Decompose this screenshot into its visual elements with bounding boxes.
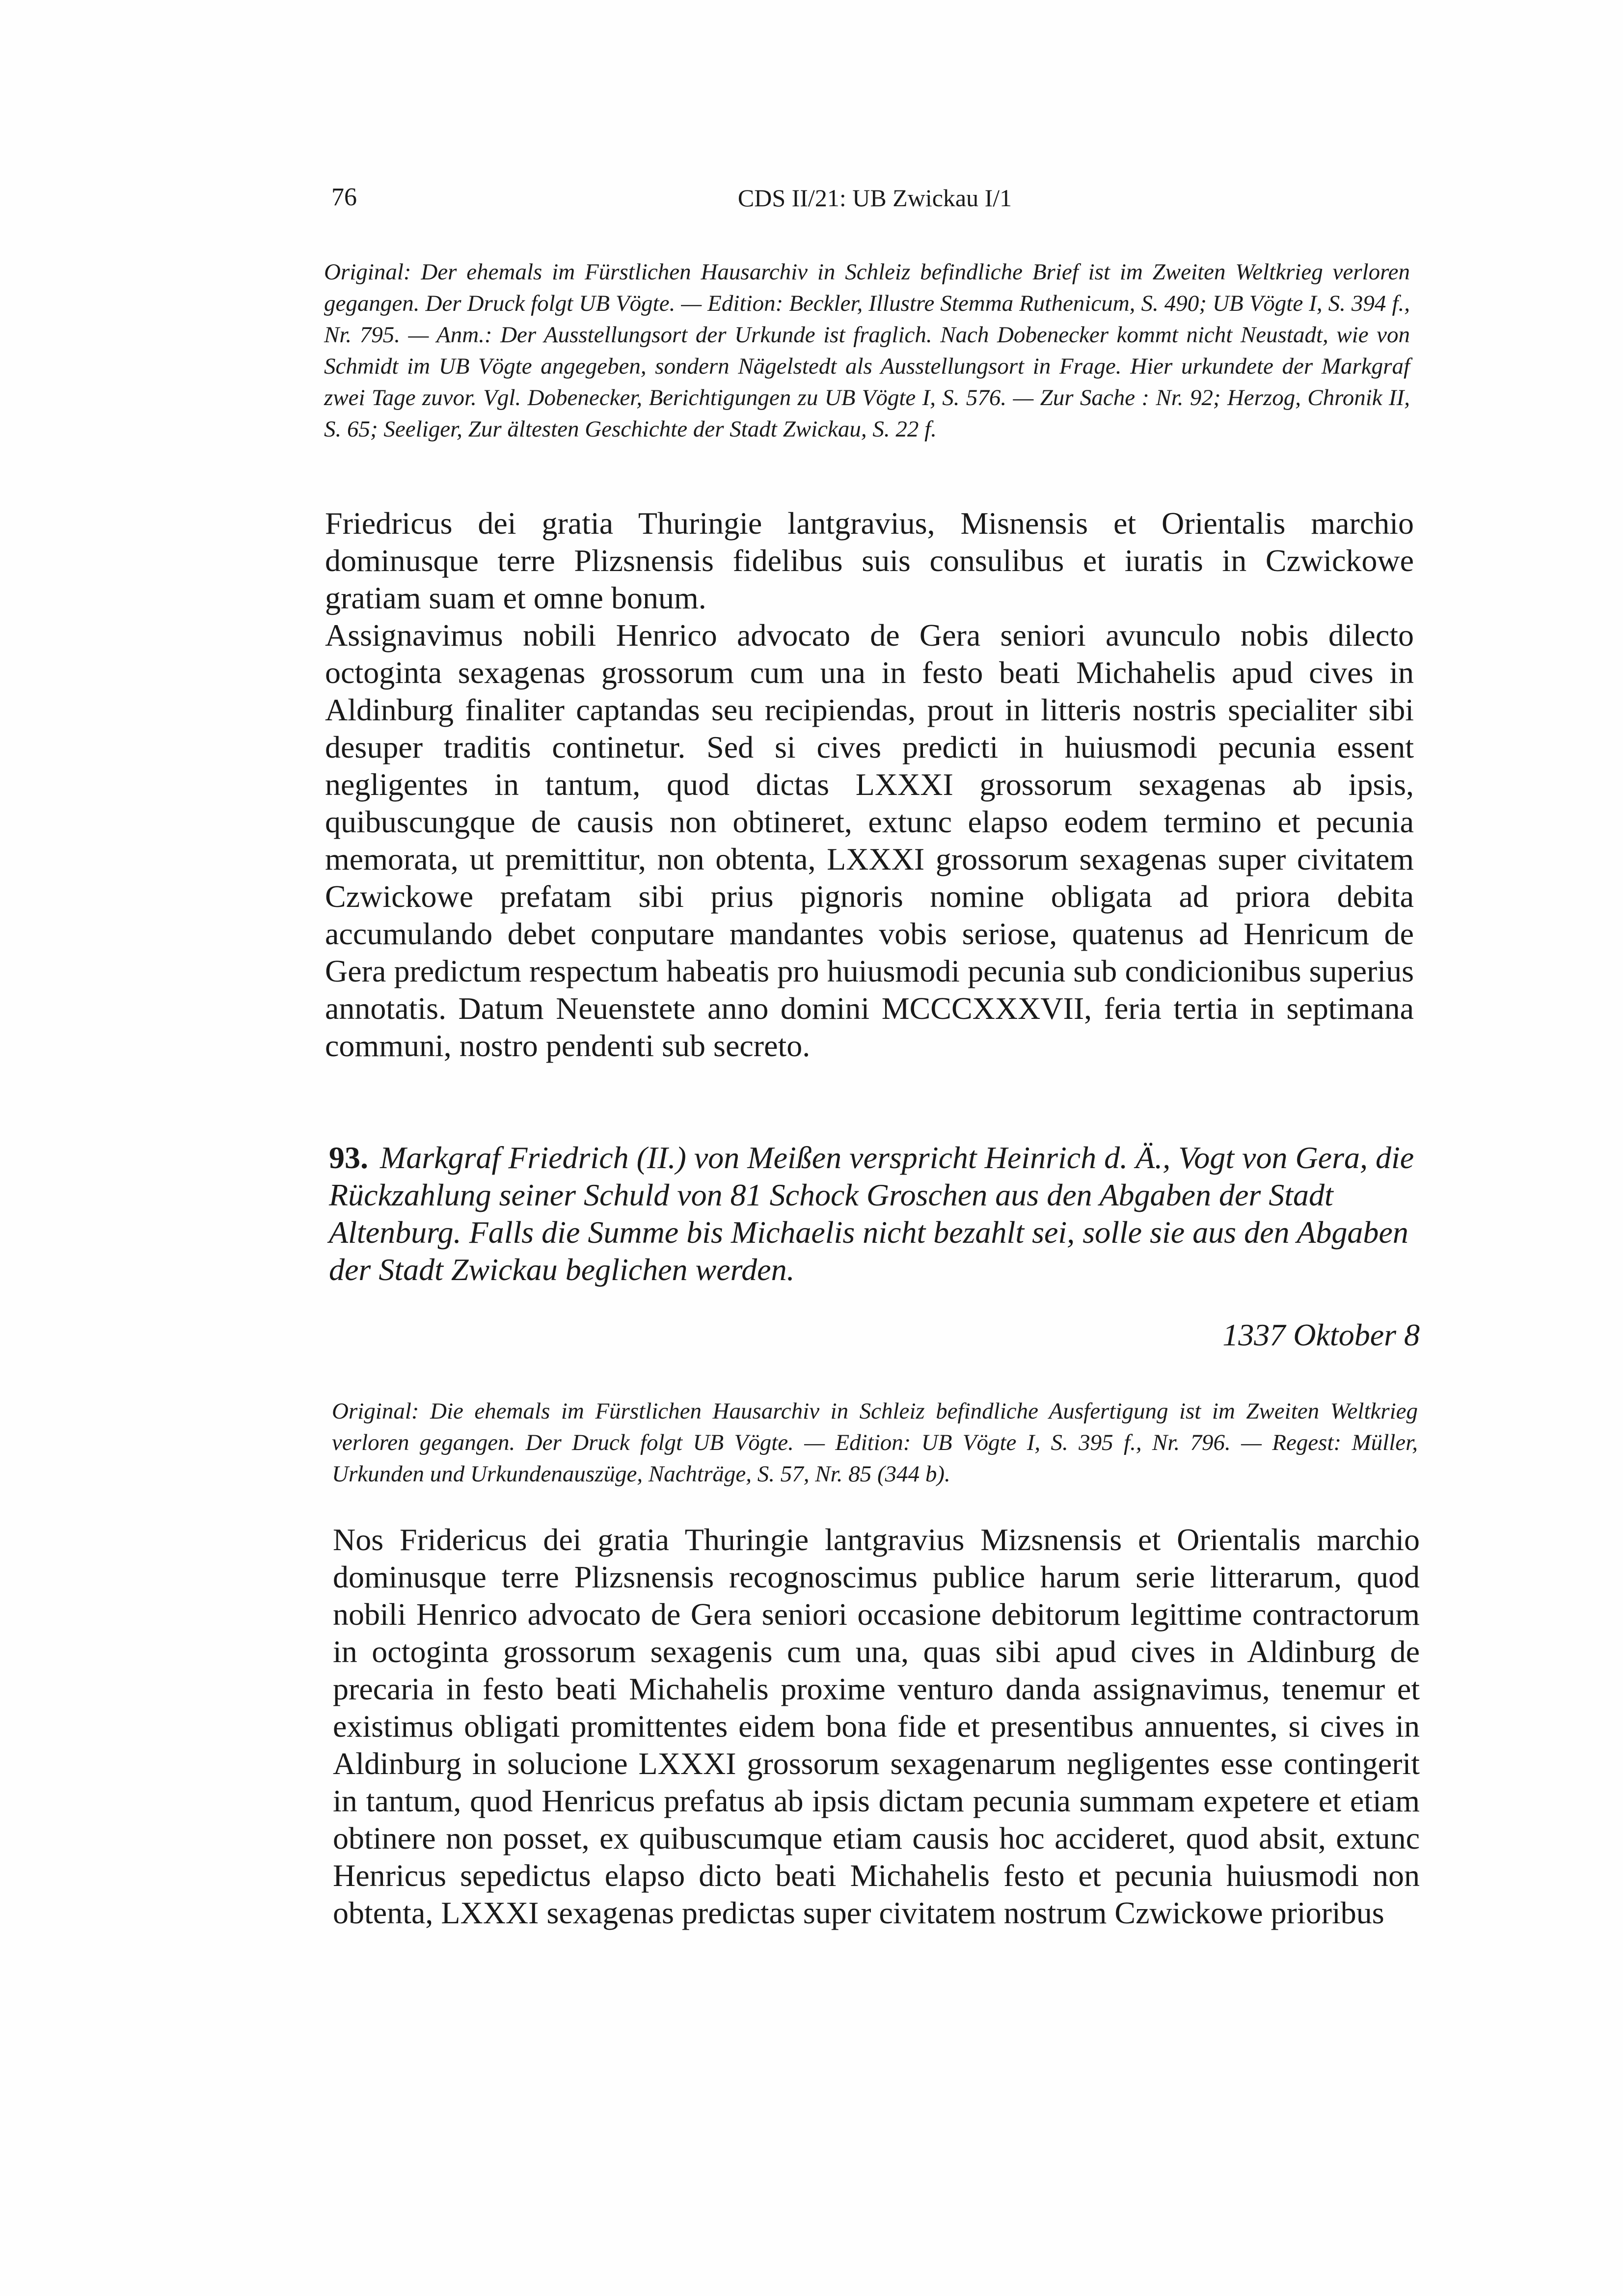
source-note-92: Original: Der ehemals im Fürstlichen Hausarchiv in Schleiz befindliche Brief ist im Zweiten Weltkrieg verloren gegangen. Der Druck folgt UB Vögte. — Edition: Beckler, Illustre Stemma Ruthenicum, S. 490; UB Vögte I, S. 394 f., Nr. 795. — Anm.: Der Ausstellungsort der Urkunde ist fraglich. Nach Dobenecker kommt nicht Neustadt, wie von Schmidt im UB Vögte angegeben, sondern Nägelstedt als Ausstellungsort in Frage. Hier urkundete der Markgraf zwei Tage zuvor. Vgl. Dobenecker, Berichtigungen zu UB Vögte I, S. 576. — Zur Sache : Nr. 92; Herzog, Chronik II, S. 65; Seeliger, Zur ältesten Geschichte der Stadt Zwickau, S. 22 f. — [324, 259, 1410, 442]
charter-text-92-paragraph-2: Assignavimus nobili Henrico advocato de Gera seniori avunculo nobis dilecto octoginta sexagenas grossorum cum una in festo beati Michahelis apud cives in Aldinburg finaliter captandas seu recipiendas, prout in litteris nostris specialiter sibi desuper traditis continetur. Sed si cives predicti in huiusmodi pecunia essent negligentes in tantum, quod dictas LXXXI grossorum sexagenas ab ipsis, quibuscungque de causis non obtineret, extunc elapso eodem termino et pecunia memorata, ut premittitur, non obtenta, LXXXI grossorum sexagenas super civitatem Czwickowe prefatam sibi prius pignoris nomine obligata ad priora debita accumulando debet conputare mandantes vobis seriose, quatenus ad Henricum de Gera predictum respectum habeatis pro huiusmodi pecunia sub condicionibus superius annotatis. Datum Neuenstete anno domini MCCCXXXVII, feria tertia in septimana communi, nostro pendenti sub secreto. — [325, 618, 1414, 1063]
running-title: CDS II/21: UB Zwickau I/1 — [737, 184, 1012, 212]
charter-text-92-paragraph-1: Friedricus dei gratia Thuringie lantgravius, Misnensis et Orientalis marchio dominusque terre Plizsnensis fidelibus suis consulibus et iuratis in Czwickowe gratiam suam et omne bonum. — [325, 506, 1414, 615]
page-header — [331, 183, 1418, 217]
entry-regest: Markgraf Friedrich (II.) von Meißen verspricht Heinrich d. Ä., Vogt von Gera, die Rückzahlung seiner Schuld von 81 Schock Groschen aus den Abgaben der Stadt Altenburg. Falls die Summe bis Michaelis nicht bezahlt sei, solle sie aus den Abgaben der Stadt Zwickau beglichen werden. — [329, 1140, 1414, 1287]
entry-date: 1337 Oktober 8 — [1222, 1317, 1420, 1352]
charter-text-92 — [325, 505, 1414, 1065]
source-note-93: Original: Die ehemals im Fürstlichen Hausarchiv in Schleiz befindliche Ausfertigung ist im Zweiten Weltkrieg verloren gegangen. Der Druck folgt UB Vögte. — Edition: UB Vögte I, S. 395 f., Nr. 796. — Regest: Müller, Urkunden und Urkundenauszüge, Nachträge, S. 57, Nr. 85 (344 b). — [332, 1398, 1418, 1487]
page-number: 76 — [331, 183, 357, 211]
charter-text-93: Nos Fridericus dei gratia Thuringie lantgravius Mizsnensis et Orientalis marchio dominusque terre Plizsnensis recognoscimus publice harum serie litterarum, quod nobili Henrico advocato de Gera seniori occasione debitorum legittime contractorum in octoginta grossorum sexagenis cum una, quas sibi apud cives in Aldinburg de precaria in festo beati Michahelis proxime venturo danda assignavimus, tenemur et existimus obligati promittentes eidem bona fide et presentibus annuentes, si cives in Aldinburg in solucione LXXXI grossorum sexagenarum negligentes esse contingerit in tantum, quod Henricus prefatus ab ipsis dictam pecunia summam expetere et etiam obtinere non posset, ex quibuscumque etiam causis hoc accideret, quod absit, extunc Henricus sepedictus elapso dicto beati Michahelis festo et pecunia huiusmodi non obtenta, LXXXI sexagenas predictas super civitatem nostrum Czwickowe prioribus — [333, 1522, 1420, 1930]
entry-number: 93. — [329, 1140, 368, 1175]
entry-heading-93 — [329, 1139, 1420, 1288]
